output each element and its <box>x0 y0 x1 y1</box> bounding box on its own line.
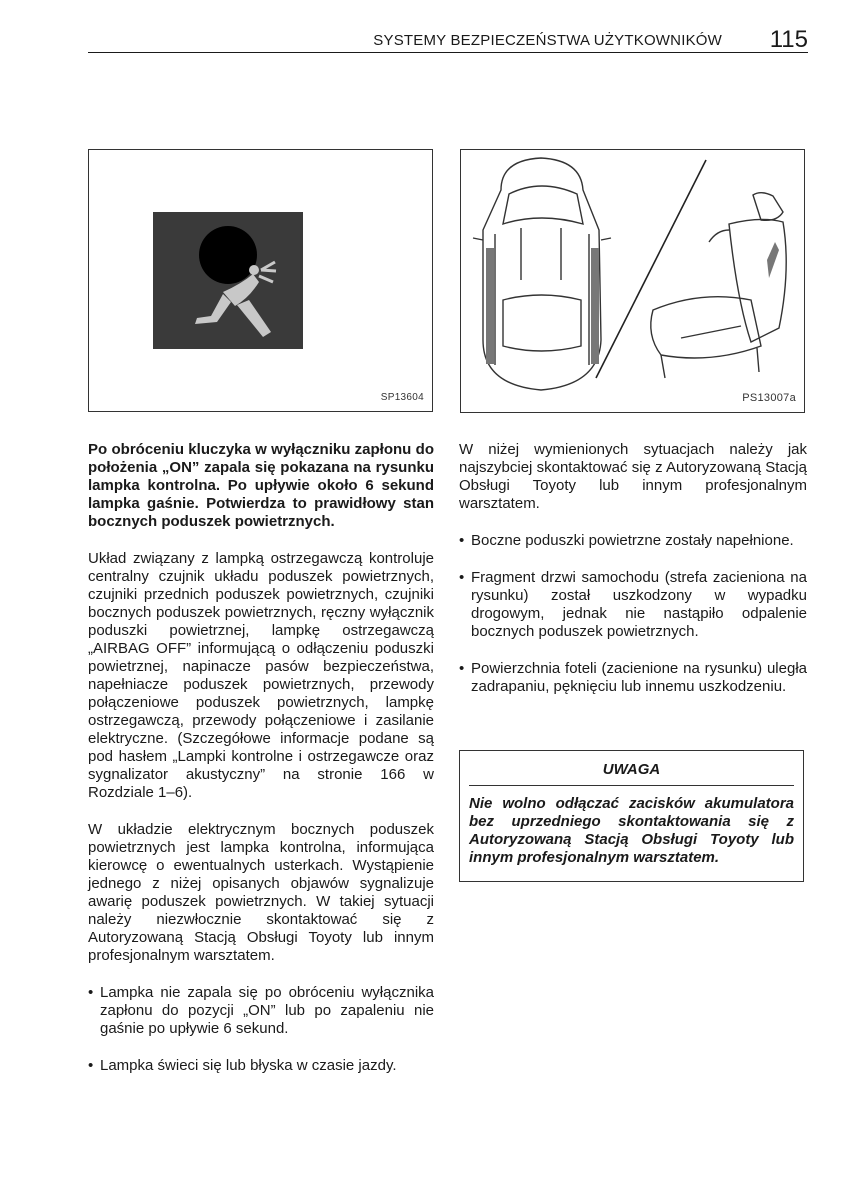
right-column <box>459 441 807 696</box>
list-item: • Powierzchnia foteli (zacienione na rysunku) uległa zadrapaniu, pęknięciu lub innemu uszkodzeniu. <box>459 660 807 696</box>
warning-divider <box>469 785 794 786</box>
figure-code: SP13604 <box>380 392 424 403</box>
intro-bold-paragraph: Po obróceniu kluczyka w wyłączniku zapłonu do położenia „ON” zapala się pokazana na rysunku lampka kontrolna. Po upływie około 6 sekund lampka gaśnie. Potwierdza to prawidłowy stan bocznych poduszek powietrznych. <box>88 441 434 530</box>
page-number: 115 <box>769 26 808 53</box>
figure-car-and-seat <box>460 149 805 413</box>
list-item: • Lampka świeci się lub błyska w czasie jazdy. <box>88 1057 434 1075</box>
warning-title: UWAGA <box>602 761 661 778</box>
list-item: • Fragment drzwi samochodu (strefa zacieniona na rysunku) został uszkodzony w wypadku drogowym, jednak nie nastąpiło odpalenie bocznych poduszek powietrznych. <box>459 569 807 641</box>
list-item: • Boczne poduszki powietrzne zostały napełnione. <box>459 532 807 550</box>
header-rule <box>88 52 808 53</box>
paragraph: W układzie elektrycznym bocznych poduszek powietrznych jest lampka kontrolna, informująca kierowcę o ewentualnych usterkach. Wystąpienie jednego z niżej opisanych objawów sygnalizuje awarię poduszek powietrznych. W takiej sytuacji należy niezwłocznie skontaktować się z Autoryzowaną Stacją Obsługi Toyoty lub innym profesjonalnym warsztatem. <box>88 821 434 964</box>
warning-text: Nie wolno odłączać zacisków akumulatora bez uprzedniego skontaktowania się z Autoryzowaną Stacją Obsługi Toyoty lub innym profesjonalnym warsztatem. <box>469 795 794 866</box>
list-item: • Lampka nie zapala się po obróceniu wyłącznika zapłonu do pozycji „ON” lub po zapaleniu nie gaśnie po upływie 6 sekund. <box>88 984 434 1038</box>
section-title: SYSTEMY BEZPIECZEŃSTWA UŻYTKOWNIKÓW <box>373 32 722 49</box>
left-column <box>88 441 434 1075</box>
figure-code: PS13007a <box>742 392 796 404</box>
paragraph: W niżej wymienionych sytuacjach należy jak najszybciej skontaktować się z Autoryzowaną Stacją Obsługi Toyoty lub innym profesjonalnym warsztatem. <box>459 441 807 512</box>
car-side-airbags-and-seat-diagram <box>461 150 804 412</box>
warning-box <box>459 750 804 882</box>
figure-airbag-lamp <box>88 149 433 412</box>
paragraph: Układ związany z lampką ostrzegawczą kontroluje centralny czujnik układu poduszek powietrznych, czujniki przednich poduszek powietrznych, czujniki bocznych poduszek powietrznych, ręczny wyłącznik poduszki powietrznej, lampkę ostrzegawczą „AIRBAG OFF” informującą o odłączeniu poduszki powietrznej, napinacze pasów bezpieczeństwa, napełniacze poduszek powietrznych, przewody połączeniowe poduszek powietrznych, lampkę ostrzegawczą, przewody połączeniowe i zasilanie elektryczne. (Szczegółowe informacje podane są pod hasłem „Lampki kontrolne i ostrzegawcze oraz sygnalizator akustyczny” na stronie 166 w Rozdziale 1–6). <box>88 550 434 801</box>
airbag-warning-lamp-icon <box>153 212 303 349</box>
page-header <box>88 28 808 54</box>
